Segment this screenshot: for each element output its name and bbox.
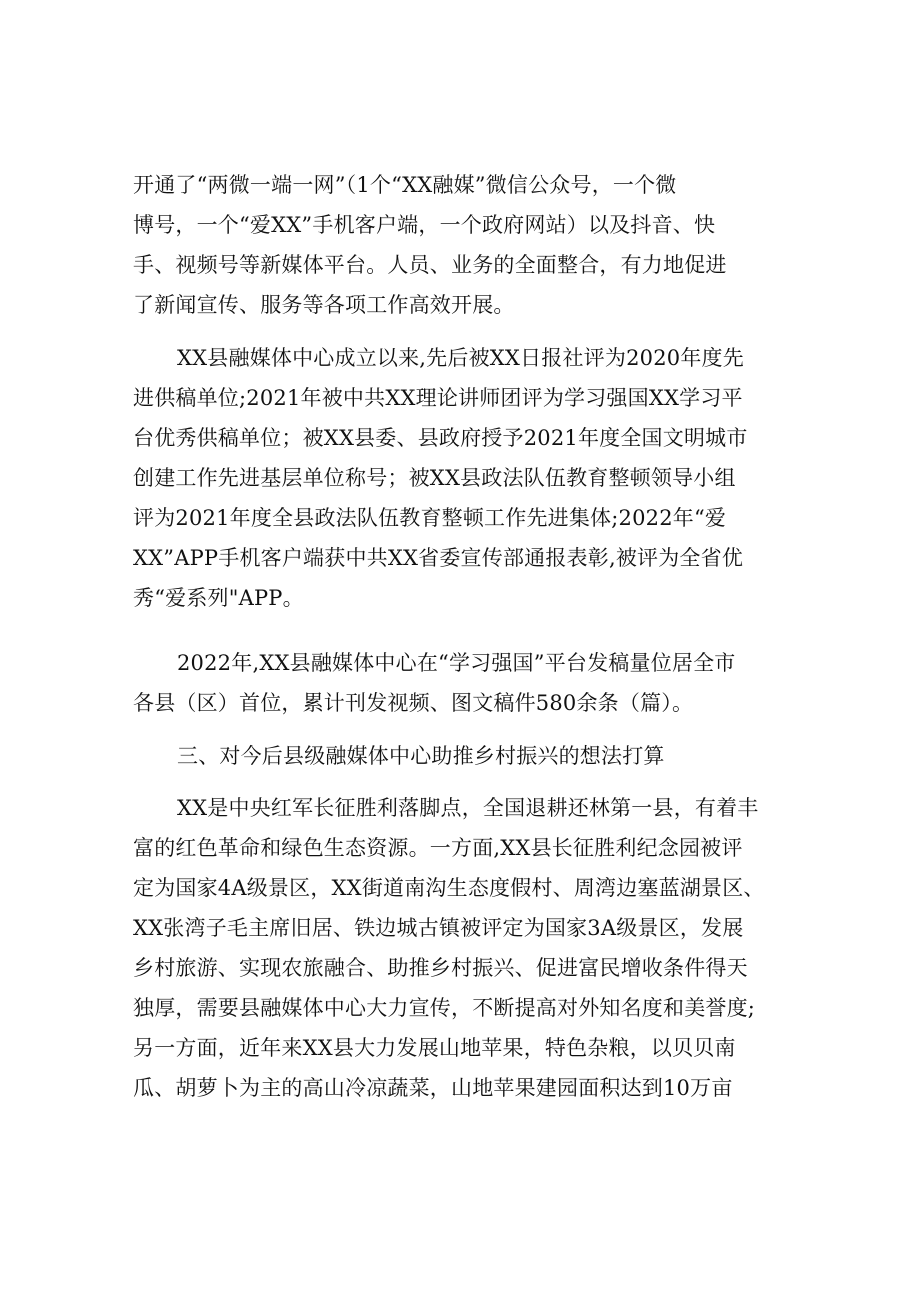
text-line: XX县融媒体中心成立以来,先后被XX日报社评为2020年度先 bbox=[177, 346, 744, 370]
text-line: 乡村旅游、实现农旅融合、助推乡村振兴、促进富民增收条件得天 bbox=[133, 956, 748, 980]
text-line: 各县（区）首位，累计刊发视频、图文稿件580余条（篇）。 bbox=[133, 691, 694, 715]
text-line: 台优秀供稿单位；被XX县委、县政府授予2021年度全国文明城市 bbox=[133, 426, 748, 450]
text-line: XX”APP手机客户端获中共XX省委宣传部通报表彰,被评为全省优 bbox=[133, 546, 744, 570]
text-line: 评为2021年度全县政法队伍教育整顿工作先进集体;2022年“爱 bbox=[133, 506, 727, 530]
text-line: XX是中央红军长征胜利落脚点，全国退耕还林第一县，有着丰 bbox=[177, 796, 759, 820]
text-line: 开通了“两微一端一网”（1个“XX融媒”微信公众号，一个微 bbox=[133, 173, 677, 197]
text-line: 瓜、胡萝卜为主的高山冷凉蔬菜，山地苹果建园面积达到10万亩 bbox=[133, 1076, 733, 1100]
text-line: 独厚，需要县融媒体中心大力宣传，不断提高对外知名度和美誉度; bbox=[133, 996, 756, 1020]
text-line: 博号，一个“爱XX”手机客户端，一个政府网站）以及抖音、快 bbox=[133, 213, 716, 237]
text-line: 了新闻宣传、服务等各项工作高效开展。 bbox=[133, 293, 515, 317]
text-line: 手、视频号等新媒体平台。人员、业务的全面整合，有力地促进 bbox=[133, 253, 727, 277]
text-line: 富的红色革命和绿色生态资源。一方面,XX县长征胜利纪念园被评 bbox=[133, 836, 743, 860]
text-line: 定为国家4A级景区，XX街道南沟生态度假村、周湾边塞蓝湖景区、 bbox=[133, 876, 765, 900]
section-heading: 三、对今后县级融媒体中心助推乡村振兴的想法打算 bbox=[177, 744, 665, 768]
text-line: 创建工作先进基层单位称号；被XX县政法队伍教育整顿领导小组 bbox=[133, 466, 736, 490]
text-line: 进供稿单位;2021年被中共XX理论讲师团评为学习强国XX学习平 bbox=[133, 386, 743, 410]
text-line: 另一方面，近年来XX县大力发展山地苹果，特色杂粮，以贝贝南 bbox=[133, 1036, 736, 1060]
text-line: XX张湾子毛主席旧居、铁边城古镇被评定为国家3A级景区，发展 bbox=[133, 916, 744, 940]
text-line: 2022年,XX县融媒体中心在“学习强国”平台发稿量位居全市 bbox=[177, 651, 736, 675]
text-line: 秀“爱系列"APP。 bbox=[133, 586, 304, 610]
